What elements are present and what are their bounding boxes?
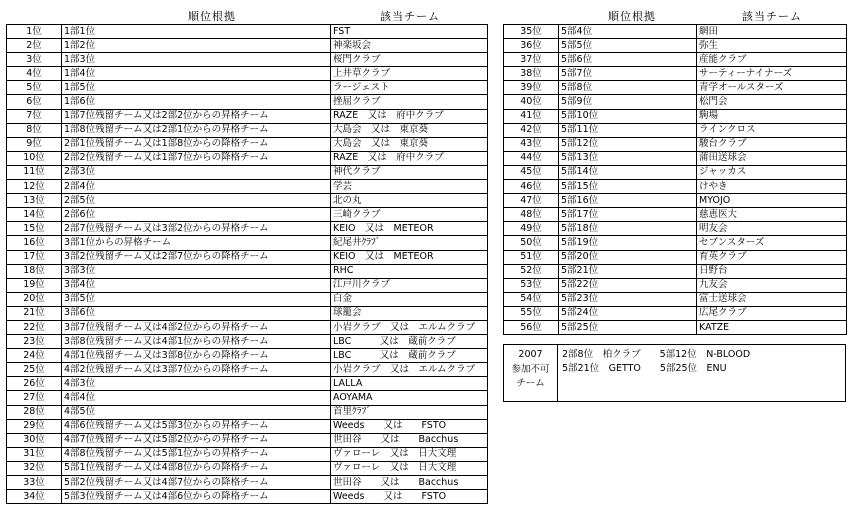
note-line-1: 2部8位 柏クラブ 5部12位 N-BLOOD	[562, 349, 751, 360]
table-row	[7, 433, 488, 447]
basis-cell: 1部8位残留チーム又は2部1位からの昇格チーム	[62, 123, 331, 137]
rank-cell: 56位	[504, 320, 559, 334]
table-row	[7, 81, 488, 95]
team-cell: RAZE 又は 府中クラブ	[331, 151, 488, 165]
team-cell: ラージェスト	[331, 81, 488, 95]
table-row	[504, 123, 847, 137]
rank-cell: 20位	[7, 292, 62, 306]
rank-cell: 25位	[7, 363, 62, 377]
right-ranking-table	[503, 24, 847, 335]
rank-cell: 30位	[7, 433, 62, 447]
table-row	[504, 109, 847, 123]
team-cell: ラインクロス	[697, 123, 847, 137]
rank-cell: 32位	[7, 461, 62, 475]
rank-cell: 26位	[7, 377, 62, 391]
basis-cell: 5部20位	[559, 250, 697, 264]
basis-cell: 4部5位	[62, 405, 331, 419]
team-cell: KATZE	[697, 320, 847, 334]
table-row	[7, 222, 488, 236]
basis-cell: 5部15位	[559, 180, 697, 194]
team-cell: 産能クラブ	[697, 53, 847, 67]
basis-cell: 3部8位残留チーム又は4部1位からの昇格チーム	[62, 335, 331, 349]
rank-cell: 7位	[7, 109, 62, 123]
rank-cell: 8位	[7, 123, 62, 137]
team-cell: RAZE 又は 府中クラブ	[331, 109, 488, 123]
table-row	[7, 405, 488, 419]
table-row	[504, 306, 847, 320]
basis-cell: 5部23位	[559, 292, 697, 306]
basis-cell: 5部14位	[559, 165, 697, 179]
team-cell: 北の丸	[331, 194, 488, 208]
table-row	[7, 349, 488, 363]
table-row	[7, 391, 488, 405]
basis-cell: 5部9位	[559, 95, 697, 109]
team-cell: 小岩クラブ 又は エルムクラブ	[331, 363, 488, 377]
basis-cell: 4部8位残留チーム又は5部1位からの昇格チーム	[62, 447, 331, 461]
rank-cell: 34位	[7, 490, 62, 504]
left-basis-header: 順位根拠	[188, 10, 236, 23]
rank-cell: 23位	[7, 335, 62, 349]
team-cell: ヴァローレ 又は 日大文理	[331, 447, 488, 461]
left-team-header: 該当チーム	[380, 10, 440, 23]
team-cell: 紀尾井ｸﾗﾌﾞ	[331, 236, 488, 250]
team-cell: 駿台クラブ	[697, 137, 847, 151]
table-row	[7, 39, 488, 53]
table-row	[7, 447, 488, 461]
rank-cell: 6位	[7, 95, 62, 109]
rank-cell: 37位	[504, 53, 559, 67]
right-team-header: 該当チーム	[742, 10, 802, 23]
table-row	[7, 306, 488, 320]
basis-cell: 5部18位	[559, 222, 697, 236]
basis-cell: 1部6位	[62, 95, 331, 109]
team-cell: 日野台	[697, 264, 847, 278]
table-row	[504, 236, 847, 250]
rank-cell: 38位	[504, 67, 559, 81]
team-cell: ジャッカス	[697, 165, 847, 179]
basis-cell: 5部19位	[559, 236, 697, 250]
basis-cell: 5部3位残留チーム又は4部6位からの降格チーム	[62, 490, 331, 504]
table-row	[504, 278, 847, 292]
note-label-line2: チーム	[516, 378, 545, 389]
team-cell: LBC 又は 蔵前クラブ	[331, 335, 488, 349]
basis-cell: 5部6位	[559, 53, 697, 67]
table-row	[7, 165, 488, 179]
table-row	[7, 490, 488, 504]
table-row	[7, 109, 488, 123]
team-cell: 首里ｸﾗﾌﾞ	[331, 405, 488, 419]
team-cell: 白金	[331, 292, 488, 306]
rank-cell: 41位	[504, 109, 559, 123]
left-ranking-table	[6, 24, 488, 504]
team-cell: 青学オールスターズ	[697, 81, 847, 95]
basis-cell: 2部5位	[62, 194, 331, 208]
rank-cell: 9位	[7, 137, 62, 151]
table-row	[7, 53, 488, 67]
table-row	[504, 165, 847, 179]
table-row	[7, 476, 488, 490]
team-cell: RHC	[331, 264, 488, 278]
team-cell: 明友会	[697, 222, 847, 236]
team-cell: MYOJO	[697, 194, 847, 208]
table-row	[7, 363, 488, 377]
table-row	[504, 39, 847, 53]
basis-cell: 5部25位	[559, 320, 697, 334]
rank-cell: 48位	[504, 208, 559, 222]
basis-cell: 5部24位	[559, 306, 697, 320]
basis-cell: 5部1位残留チーム又は4部8位からの降格チーム	[62, 461, 331, 475]
table-row	[504, 320, 847, 334]
table-row	[7, 194, 488, 208]
basis-cell: 5部8位	[559, 81, 697, 95]
basis-cell: 3部1位からの昇格チーム	[62, 236, 331, 250]
basis-cell: 5部17位	[559, 208, 697, 222]
right-basis-header: 順位根拠	[608, 10, 656, 23]
team-cell: 蒲田送球会	[697, 151, 847, 165]
basis-cell: 3部3位	[62, 264, 331, 278]
team-cell: KEIO 又は METEOR	[331, 250, 488, 264]
table-row	[7, 95, 488, 109]
table-row	[504, 222, 847, 236]
ineligible-teams-box	[503, 344, 846, 402]
table-row	[504, 208, 847, 222]
rank-cell: 43位	[504, 137, 559, 151]
basis-cell: 3部4位	[62, 278, 331, 292]
rank-cell: 40位	[504, 95, 559, 109]
rank-cell: 17位	[7, 250, 62, 264]
table-row	[7, 278, 488, 292]
basis-cell: 3部2位残留チーム又は2部7位からの降格チーム	[62, 250, 331, 264]
basis-cell: 1部7位残留チーム又は2部2位からの昇格チーム	[62, 109, 331, 123]
team-cell: Weeds 又は FSTO	[331, 490, 488, 504]
team-cell: 育英クラブ	[697, 250, 847, 264]
rank-cell: 27位	[7, 391, 62, 405]
basis-cell: 1部3位	[62, 53, 331, 67]
team-cell: Weeds 又は FSTO	[331, 419, 488, 433]
rank-cell: 14位	[7, 208, 62, 222]
rank-cell: 28位	[7, 405, 62, 419]
team-cell: 網田	[697, 25, 847, 39]
table-row	[7, 151, 488, 165]
rank-cell: 18位	[7, 264, 62, 278]
basis-cell: 4部6位残留チーム又は5部3位からの昇格チーム	[62, 419, 331, 433]
table-row	[504, 264, 847, 278]
team-cell: 広尾クラブ	[697, 306, 847, 320]
rank-cell: 44位	[504, 151, 559, 165]
rank-cell: 13位	[7, 194, 62, 208]
team-cell: KEIO 又は METEOR	[331, 222, 488, 236]
table-row	[7, 137, 488, 151]
table-row	[7, 461, 488, 475]
rank-cell: 36位	[504, 39, 559, 53]
table-row	[504, 95, 847, 109]
ineligible-teams-list	[562, 348, 750, 376]
basis-cell: 2部1位残留チーム又は1部8位からの降格チーム	[62, 137, 331, 151]
team-cell: 小岩クラブ 又は エルムクラブ	[331, 320, 488, 334]
team-cell: 富士送球会	[697, 292, 847, 306]
team-cell: 桜門クラブ	[331, 53, 488, 67]
rank-cell: 53位	[504, 278, 559, 292]
team-cell: 慈恵医大	[697, 208, 847, 222]
table-row	[504, 194, 847, 208]
table-row	[504, 67, 847, 81]
basis-cell: 2部2位残留チーム又は1部7位からの降格チーム	[62, 151, 331, 165]
team-cell: けやき	[697, 180, 847, 194]
basis-cell: 5部12位	[559, 137, 697, 151]
rank-cell: 50位	[504, 236, 559, 250]
team-cell: 球籠会	[331, 306, 488, 320]
rank-cell: 11位	[7, 165, 62, 179]
basis-cell: 5部21位	[559, 264, 697, 278]
table-row	[504, 151, 847, 165]
rank-cell: 22位	[7, 320, 62, 334]
table-row	[504, 25, 847, 39]
basis-cell: 5部11位	[559, 123, 697, 137]
table-row	[7, 377, 488, 391]
basis-cell: 2部4位	[62, 180, 331, 194]
basis-cell: 1部4位	[62, 67, 331, 81]
team-cell: 大島会 又は 東京葵	[331, 123, 488, 137]
basis-cell: 2部3位	[62, 165, 331, 179]
basis-cell: 5部5位	[559, 39, 697, 53]
basis-cell: 5部16位	[559, 194, 697, 208]
team-cell: 挫屈クラブ	[331, 95, 488, 109]
basis-cell: 4部7位残留チーム又は5部2位からの昇格チーム	[62, 433, 331, 447]
team-cell: 大島会 又は 東京葵	[331, 137, 488, 151]
table-row	[7, 292, 488, 306]
rank-cell: 35位	[504, 25, 559, 39]
rank-cell: 15位	[7, 222, 62, 236]
rank-cell: 5位	[7, 81, 62, 95]
team-cell: 世田谷 又は Bacchus	[331, 433, 488, 447]
team-cell: 学芸	[331, 180, 488, 194]
team-cell: 駒場	[697, 109, 847, 123]
table-row	[7, 264, 488, 278]
basis-cell: 2部6位	[62, 208, 331, 222]
basis-cell: 3部7位残留チーム又は4部2位からの昇格チーム	[62, 320, 331, 334]
table-row	[7, 25, 488, 39]
team-cell: LALLA	[331, 377, 488, 391]
rank-cell: 1位	[7, 25, 62, 39]
rank-cell: 12位	[7, 180, 62, 194]
basis-cell: 2部7位残留チーム又は3部2位からの昇格チーム	[62, 222, 331, 236]
rank-cell: 52位	[504, 264, 559, 278]
team-cell: 神代クラブ	[331, 165, 488, 179]
table-row	[504, 53, 847, 67]
team-cell: 上井草クラブ	[331, 67, 488, 81]
table-row	[7, 419, 488, 433]
table-row	[7, 123, 488, 137]
basis-cell: 5部22位	[559, 278, 697, 292]
rank-cell: 4位	[7, 67, 62, 81]
rank-cell: 29位	[7, 419, 62, 433]
ineligible-label	[504, 345, 558, 401]
rank-cell: 42位	[504, 123, 559, 137]
table-row	[7, 335, 488, 349]
note-year: 2007	[518, 349, 543, 360]
table-row	[504, 137, 847, 151]
rank-cell: 21位	[7, 306, 62, 320]
basis-cell: 5部10位	[559, 109, 697, 123]
team-cell: 松門会	[697, 95, 847, 109]
basis-cell: 4部1位残留チーム又は3部8位からの降格チーム	[62, 349, 331, 363]
rank-cell: 45位	[504, 165, 559, 179]
rank-cell: 19位	[7, 278, 62, 292]
team-cell: 九友会	[697, 278, 847, 292]
table-row	[504, 81, 847, 95]
table-row	[504, 292, 847, 306]
basis-cell: 1部2位	[62, 39, 331, 53]
table-row	[7, 208, 488, 222]
table-row	[7, 236, 488, 250]
rank-cell: 3位	[7, 53, 62, 67]
team-cell: LBC 又は 蔵前クラブ	[331, 349, 488, 363]
table-row	[504, 180, 847, 194]
team-cell: AOYAMA	[331, 391, 488, 405]
team-cell: サーティーナイナーズ	[697, 67, 847, 81]
basis-cell: 5部13位	[559, 151, 697, 165]
rank-cell: 51位	[504, 250, 559, 264]
rank-cell: 10位	[7, 151, 62, 165]
rank-cell: 46位	[504, 180, 559, 194]
basis-cell: 1部1位	[62, 25, 331, 39]
basis-cell: 5部4位	[559, 25, 697, 39]
team-cell: 弥生	[697, 39, 847, 53]
team-cell: 神楽坂会	[331, 39, 488, 53]
note-label-line1: 参加不可	[511, 363, 550, 375]
team-cell: ヴァローレ 又は 日大文理	[331, 461, 488, 475]
basis-cell: 4部2位残留チーム又は3部7位からの降格チーム	[62, 363, 331, 377]
rank-cell: 2位	[7, 39, 62, 53]
rank-cell: 54位	[504, 292, 559, 306]
team-cell: 世田谷 又は Bacchus	[331, 476, 488, 490]
basis-cell: 3部5位	[62, 292, 331, 306]
team-cell: 三崎クラブ	[331, 208, 488, 222]
rank-cell: 47位	[504, 194, 559, 208]
rank-cell: 24位	[7, 349, 62, 363]
basis-cell: 3部6位	[62, 306, 331, 320]
rank-cell: 33位	[7, 476, 62, 490]
rank-cell: 31位	[7, 447, 62, 461]
table-row	[7, 320, 488, 334]
basis-cell: 4部4位	[62, 391, 331, 405]
basis-cell: 4部3位	[62, 377, 331, 391]
rank-cell: 55位	[504, 306, 559, 320]
rank-cell: 16位	[7, 236, 62, 250]
table-row	[7, 250, 488, 264]
table-row	[7, 180, 488, 194]
rank-cell: 39位	[504, 81, 559, 95]
basis-cell: 5部2位残留チーム又は4部7位からの降格チーム	[62, 476, 331, 490]
note-line-2: 5部21位 GETTO 5部25位 ENU	[562, 363, 727, 374]
table-row	[7, 67, 488, 81]
basis-cell: 1部5位	[62, 81, 331, 95]
team-cell: FST	[331, 25, 488, 39]
rank-cell: 49位	[504, 222, 559, 236]
team-cell: 江戸川クラブ	[331, 278, 488, 292]
team-cell: セブンスターズ	[697, 236, 847, 250]
basis-cell: 5部7位	[559, 67, 697, 81]
table-row	[504, 250, 847, 264]
